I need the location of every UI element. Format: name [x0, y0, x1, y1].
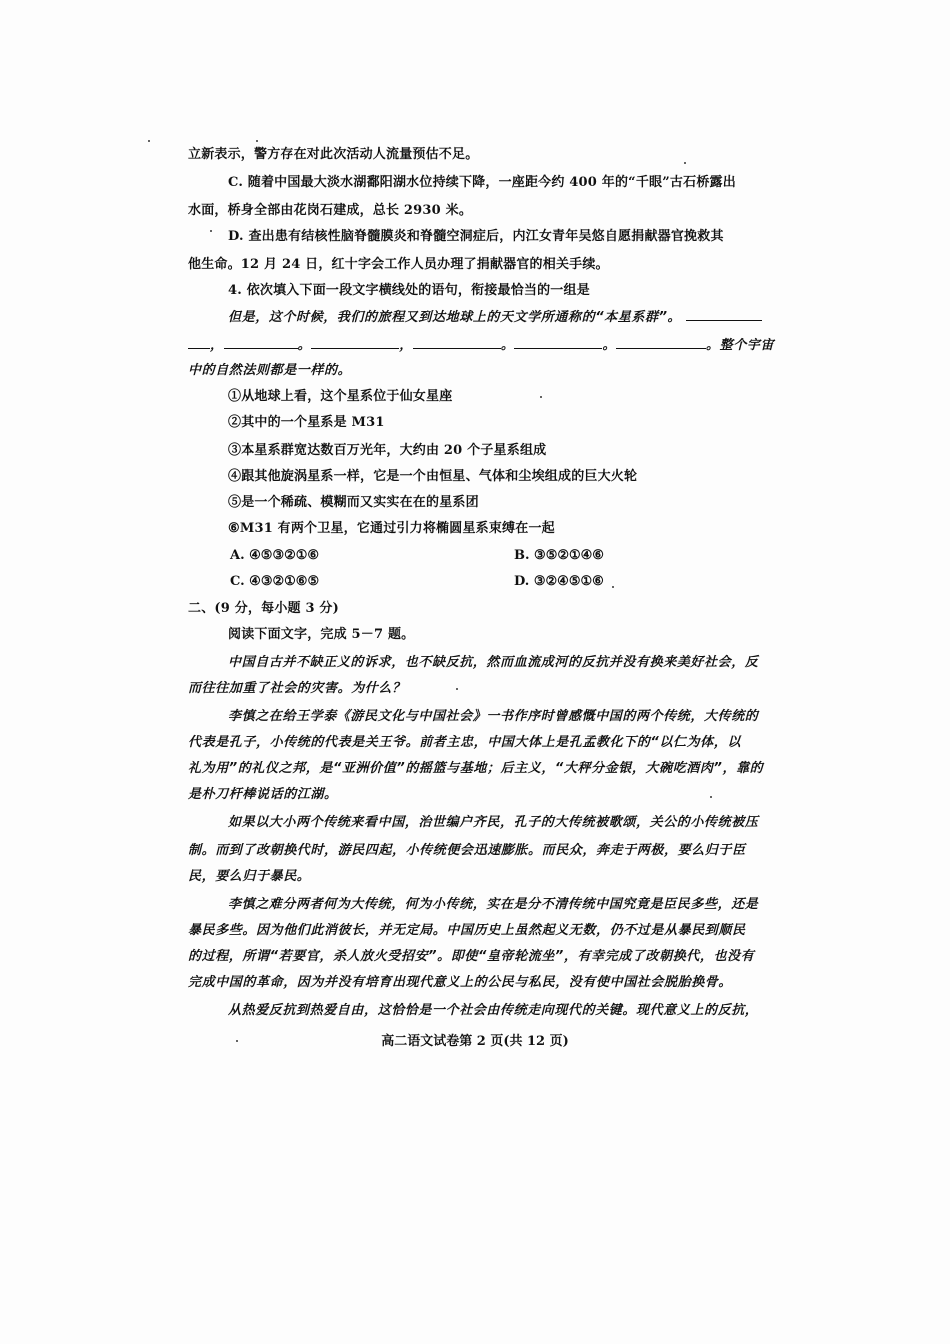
passage-text: 整个宇宙: [719, 338, 775, 353]
scan-speck: [540, 396, 542, 398]
reading-line: 暴民多些。因为他们此消彼长，并无定局。中国历史上虽然起义无数，仍不过是从暴民到顺民: [188, 923, 746, 938]
scan-speck: [210, 230, 212, 232]
passage-line: [228, 308, 778, 327]
section-heading: 二、(9 分，每小题 3 分): [188, 601, 339, 616]
answer-option-c: C. ④③②①⑥⑤: [230, 574, 320, 589]
scan-speck: [456, 688, 458, 690]
reading-line: 民，要么归于暴民。: [188, 869, 311, 884]
sentence-item: ②其中的一个星系是 M31: [228, 415, 385, 430]
reading-line: 是朴刀杆棒说话的江湖。: [188, 787, 338, 802]
text-line: 立新表示，警方存在对此次活动人流量预估不足。: [188, 147, 479, 162]
passage-blanks-line: ， 。 ， 。 。 。整个宇宙: [188, 336, 778, 355]
answer-option-b: B. ③⑤②①④⑥: [514, 548, 604, 563]
scan-speck: [684, 162, 686, 164]
answer-option-a: A. ④⑤③②①⑥: [230, 548, 320, 563]
reading-line: 礼为用”的礼仪之邦，是“亚洲价值”的摇篮与基地；后主义，“大秤分金银，大碗吃酒肉”，靠的: [188, 761, 764, 776]
sentence-item: ④跟其他旋涡星系一样，它是一个由恒星、气体和尘埃组成的巨大火轮: [228, 469, 638, 484]
option-d-line: D. 查出患有结核性脑脊髓膜炎和脊髓空洞症后，内江女青年吴悠自愿捐献器官挽救其: [228, 229, 724, 244]
fill-blank: [224, 336, 298, 349]
scan-speck: [612, 586, 614, 588]
fill-blank: [311, 336, 399, 349]
reading-line: 代表是孔子，小传统的代表是关王爷。前者主忠，中国大体上是孔孟教化下的“以仁为体，以: [188, 735, 741, 750]
sentence-item: ⑥M31 有两个卫星，它通过引力将椭圆星系束缚在一起: [228, 521, 555, 536]
page-footer: 高二语文试卷第 2 页(共 12 页): [381, 1034, 569, 1049]
reading-line: 的过程，所谓“若要官，杀人放火受招安”。即使“皇帝轮流坐”，有幸完成了改朝换代，也没有: [188, 949, 755, 964]
sentence-item: ③本星系群宽达数百万光年，大约由 20 个子星系组成: [228, 443, 547, 458]
fill-blank: [514, 336, 602, 349]
answer-option-d: D. ③②④⑤①⑥: [514, 574, 604, 589]
fill-blank: [413, 336, 501, 349]
sentence-item: ①从地球上看，这个星系位于仙女星座: [228, 389, 453, 404]
text-line: 他生命。12 月 24 日，红十字会工作人员办理了捐献器官的相关手续。: [188, 257, 609, 272]
scan-speck: [256, 140, 258, 142]
scan-speck: [148, 140, 150, 142]
reading-line: 李慎之难分两者何为大传统，何为小传统，实在是分不清传统中国究竟是臣民多些，还是: [228, 897, 759, 912]
sentence-item: ⑤是一个稀疏、模糊而又实实在在的星系团: [228, 495, 479, 510]
scan-speck: [710, 796, 712, 798]
text-line: 水面，桥身全部由花岗石建成，总长 2930 米。: [188, 203, 473, 218]
fill-blank: [686, 308, 762, 321]
reading-line: 如果以大小两个传统来看中国，治世编户齐民，孔子的大传统被歌颂，关公的小传统被压: [228, 815, 759, 830]
reading-line: 李慎之在给王学泰《游民文化与中国社会》一书作序时曾感慨中国的两个传统，大传统的: [228, 709, 759, 724]
question-4-stem: 4. 依次填入下面一段文字横线处的语句，衔接最恰当的一组是: [228, 283, 590, 298]
section-instruction: 阅读下面文字，完成 5－7 题。: [228, 627, 415, 642]
reading-line: 完成中国的革命，因为并没有培育出现代意义上的公民与私民，没有使中国社会脱胎换骨。: [188, 975, 733, 990]
fill-blank: [188, 336, 210, 349]
fill-blank: [616, 336, 706, 349]
option-c-line: C. 随着中国最大淡水湖鄱阳湖水位持续下降，一座距今约 400 年的“千眼”古石桥露出: [228, 175, 736, 190]
reading-line: 从热爱反抗到热爱自由，这恰恰是一个社会由传统走向现代的关键。现代意义上的反抗，: [228, 1003, 759, 1018]
scan-speck: [236, 1040, 238, 1042]
reading-line: 制。而到了改朝换代时，游民四起，小传统便会迅速膨胀。而民众，奔走于两极，要么归于臣: [188, 843, 746, 858]
passage-line: 中的自然法则都是一样的。: [188, 363, 352, 378]
passage-text: 但是，这个时候，我们的旅程又到达地球上的天文学所通称的“本星系群”。: [228, 310, 682, 325]
reading-line: 中国自古并不缺正义的诉求，也不缺反抗，然而血流成河的反抗并没有换来美好社会，反: [228, 655, 759, 670]
reading-line: 而往往加重了社会的灾害。为什么？: [188, 681, 406, 696]
